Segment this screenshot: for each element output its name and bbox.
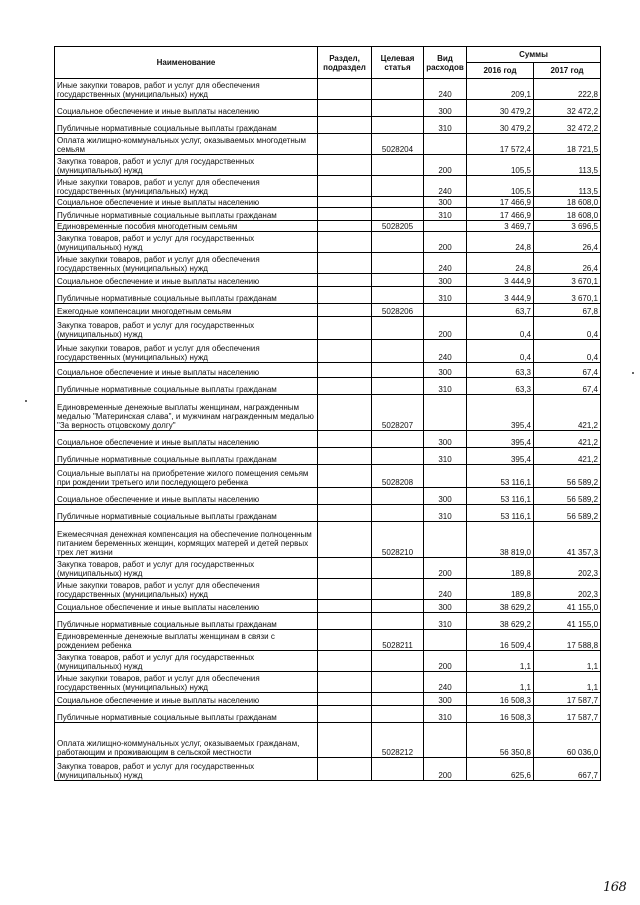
row-kind [424, 134, 467, 155]
row-name: Иные закупки товаров, работ и услуг для обеспечения государственных (муниципальных) нужд [55, 79, 318, 100]
row-sum-2017: 1,1 [534, 672, 601, 693]
row-section [318, 522, 372, 558]
row-sum-2017: 3 696,5 [534, 221, 601, 232]
row-section [318, 232, 372, 253]
row-section [318, 723, 372, 758]
row-target [372, 176, 424, 197]
row-kind: 300 [424, 100, 467, 117]
table-row [55, 363, 601, 378]
row-target [372, 758, 424, 781]
row-section [318, 79, 372, 100]
table-row [55, 706, 601, 723]
table-body [55, 79, 601, 781]
row-name: Публичные нормативные социальные выплаты гражданам [55, 706, 318, 723]
row-target: 5028205 [372, 221, 424, 232]
row-sum-2016: 16 508,3 [467, 706, 534, 723]
table-row [55, 522, 601, 558]
row-sum-2017: 421,2 [534, 395, 601, 431]
row-sum-2016: 38 629,2 [467, 613, 534, 630]
row-kind: 300 [424, 600, 467, 613]
row-name: Иные закупки товаров, работ и услуг для обеспечения государственных (муниципальных) нужд [55, 176, 318, 197]
row-name: Социальное обеспечение и иные выплаты населению [55, 100, 318, 117]
row-kind: 300 [424, 488, 467, 505]
row-name: Публичные нормативные социальные выплаты гражданам [55, 448, 318, 465]
row-name: Закупка товаров, работ и услуг для государственных (муниципальных) нужд [55, 651, 318, 672]
row-sum-2017: 421,2 [534, 448, 601, 465]
row-name: Социальное обеспечение и иные выплаты населению [55, 431, 318, 448]
table-header [55, 47, 601, 79]
row-target [372, 505, 424, 522]
row-sum-2016: 3 444,9 [467, 274, 534, 287]
row-section [318, 340, 372, 363]
row-target [372, 579, 424, 600]
row-name: Социальные выплаты на приобретение жилого помещения семьям при рождении третьего или последующего ребенка [55, 465, 318, 488]
row-sum-2017: 56 589,2 [534, 465, 601, 488]
row-kind: 310 [424, 117, 467, 134]
row-sum-2016: 395,4 [467, 431, 534, 448]
row-section [318, 651, 372, 672]
row-target [372, 431, 424, 448]
header-kind: Вид расходов [424, 47, 467, 79]
row-sum-2016: 17 466,9 [467, 208, 534, 221]
row-target [372, 693, 424, 706]
row-target [372, 600, 424, 613]
row-sum-2017: 56 589,2 [534, 488, 601, 505]
row-kind [424, 630, 467, 651]
row-sum-2017: 202,3 [534, 579, 601, 600]
row-target: 5028204 [372, 134, 424, 155]
row-section [318, 363, 372, 378]
row-kind: 200 [424, 317, 467, 340]
row-section [318, 505, 372, 522]
row-section [318, 100, 372, 117]
row-section [318, 304, 372, 317]
table-row [55, 613, 601, 630]
row-kind [424, 522, 467, 558]
row-kind [424, 304, 467, 317]
row-sum-2017: 32 472,2 [534, 100, 601, 117]
row-sum-2017: 3 670,1 [534, 274, 601, 287]
row-section [318, 208, 372, 221]
row-kind: 300 [424, 274, 467, 287]
row-name: Ежегодные компенсации многодетным семьям [55, 304, 318, 317]
row-name: Закупка товаров, работ и услуг для государственных (муниципальных) нужд [55, 155, 318, 176]
row-target: 5028212 [372, 723, 424, 758]
row-name: Ежемесячная денежная компенсация на обеспечение полноценным питанием беременных женщин, кормящих матерей и детей первых трех лет жизни [55, 522, 318, 558]
row-section [318, 630, 372, 651]
row-name: Социальное обеспечение и иные выплаты населению [55, 197, 318, 208]
row-name: Социальное обеспечение и иные выплаты населению [55, 693, 318, 706]
row-name: Единовременные денежные выплаты женщинам, награжденным медалью "Материнская слава", и мужчинам награжденным медалью "За верность отцовскому долгу" [55, 395, 318, 431]
row-sum-2016: 189,8 [467, 558, 534, 579]
row-section [318, 706, 372, 723]
table-row [55, 723, 601, 758]
row-sum-2017: 17 587,7 [534, 693, 601, 706]
row-kind [424, 723, 467, 758]
row-sum-2017: 17 587,7 [534, 706, 601, 723]
row-kind: 310 [424, 505, 467, 522]
row-sum-2017: 17 588,8 [534, 630, 601, 651]
row-section [318, 197, 372, 208]
row-section [318, 117, 372, 134]
row-sum-2016: 63,3 [467, 378, 534, 395]
row-section [318, 558, 372, 579]
row-name: Закупка товаров, работ и услуг для государственных (муниципальных) нужд [55, 758, 318, 781]
row-target [372, 651, 424, 672]
table-row [55, 208, 601, 221]
row-target: 5028206 [372, 304, 424, 317]
table-row [55, 79, 601, 100]
row-section [318, 155, 372, 176]
row-kind: 200 [424, 155, 467, 176]
row-kind: 310 [424, 613, 467, 630]
table-row [55, 117, 601, 134]
table-row [55, 672, 601, 693]
table-row [55, 197, 601, 208]
row-kind: 300 [424, 431, 467, 448]
row-name: Социальное обеспечение и иные выплаты населению [55, 274, 318, 287]
row-sum-2016: 56 350,8 [467, 723, 534, 758]
row-section [318, 253, 372, 274]
row-name: Публичные нормативные социальные выплаты гражданам [55, 613, 318, 630]
row-kind: 310 [424, 706, 467, 723]
row-sum-2016: 63,7 [467, 304, 534, 317]
row-kind: 200 [424, 758, 467, 781]
row-name: Иные закупки товаров, работ и услуг для обеспечения государственных (муниципальных) нужд [55, 579, 318, 600]
row-sum-2017: 18 721,5 [534, 134, 601, 155]
row-name: Оплата жилищно-коммунальных услуг, оказываемых гражданам, работающим и проживающим в сельской местности [55, 723, 318, 758]
row-name: Закупка товаров, работ и услуг для государственных (муниципальных) нужд [55, 317, 318, 340]
table-row [55, 134, 601, 155]
row-kind: 240 [424, 79, 467, 100]
table-row [55, 221, 601, 232]
row-sum-2016: 105,5 [467, 155, 534, 176]
row-section [318, 672, 372, 693]
table-row [55, 630, 601, 651]
table-row [55, 304, 601, 317]
row-kind: 200 [424, 558, 467, 579]
row-section [318, 431, 372, 448]
row-target [372, 558, 424, 579]
row-sum-2016: 53 116,1 [467, 488, 534, 505]
header-target: Целевая статья [372, 47, 424, 79]
row-target [372, 672, 424, 693]
row-target [372, 117, 424, 134]
table-row [55, 600, 601, 613]
row-sum-2017: 26,4 [534, 253, 601, 274]
row-name: Публичные нормативные социальные выплаты гражданам [55, 117, 318, 134]
table-row [55, 395, 601, 431]
row-kind: 200 [424, 232, 467, 253]
row-sum-2017: 421,2 [534, 431, 601, 448]
row-name: Иные закупки товаров, работ и услуг для обеспечения государственных (муниципальных) нужд [55, 253, 318, 274]
row-sum-2016: 38 629,2 [467, 600, 534, 613]
row-sum-2016: 38 819,0 [467, 522, 534, 558]
scan-speck [632, 372, 634, 374]
row-sum-2016: 17 572,4 [467, 134, 534, 155]
row-section [318, 758, 372, 781]
table-row [55, 558, 601, 579]
row-target [372, 253, 424, 274]
row-kind [424, 221, 467, 232]
row-target [372, 155, 424, 176]
row-sum-2017: 113,5 [534, 176, 601, 197]
row-kind [424, 395, 467, 431]
table-row [55, 287, 601, 304]
header-year-2017: 2017 год [534, 63, 601, 79]
row-kind: 310 [424, 208, 467, 221]
table-row [55, 274, 601, 287]
row-target [372, 79, 424, 100]
row-name: Иные закупки товаров, работ и услуг для обеспечения государственных (муниципальных) нужд [55, 340, 318, 363]
row-section [318, 613, 372, 630]
row-name: Социальное обеспечение и иные выплаты населению [55, 363, 318, 378]
row-sum-2017: 222,8 [534, 79, 601, 100]
row-sum-2016: 0,4 [467, 340, 534, 363]
row-section [318, 465, 372, 488]
row-name: Закупка товаров, работ и услуг для государственных (муниципальных) нужд [55, 232, 318, 253]
row-sum-2016: 53 116,1 [467, 465, 534, 488]
row-sum-2017: 3 670,1 [534, 287, 601, 304]
row-target [372, 613, 424, 630]
row-sum-2017: 32 472,2 [534, 117, 601, 134]
row-sum-2017: 667,7 [534, 758, 601, 781]
row-target [372, 197, 424, 208]
row-target [372, 340, 424, 363]
row-section [318, 287, 372, 304]
table-row [55, 100, 601, 117]
row-section [318, 395, 372, 431]
row-section [318, 378, 372, 395]
row-sum-2016: 3 444,9 [467, 287, 534, 304]
row-section [318, 221, 372, 232]
row-kind: 240 [424, 340, 467, 363]
row-target [372, 317, 424, 340]
row-sum-2016: 105,5 [467, 176, 534, 197]
row-sum-2017: 41 155,0 [534, 613, 601, 630]
row-sum-2017: 1,1 [534, 651, 601, 672]
row-name: Социальное обеспечение и иные выплаты населению [55, 488, 318, 505]
table-row [55, 232, 601, 253]
row-sum-2016: 16 508,3 [467, 693, 534, 706]
row-section [318, 448, 372, 465]
row-kind: 310 [424, 378, 467, 395]
row-target [372, 208, 424, 221]
row-target [372, 706, 424, 723]
table-row [55, 505, 601, 522]
row-sum-2016: 63,3 [467, 363, 534, 378]
row-target: 5028207 [372, 395, 424, 431]
table-row [55, 340, 601, 363]
scan-speck [25, 400, 27, 402]
row-name: Единовременные пособия многодетным семьям [55, 221, 318, 232]
table-row [55, 488, 601, 505]
row-name: Публичные нормативные социальные выплаты гражданам [55, 208, 318, 221]
row-sum-2016: 16 509,4 [467, 630, 534, 651]
row-sum-2017: 41 357,3 [534, 522, 601, 558]
row-kind [424, 465, 467, 488]
row-name: Публичные нормативные социальные выплаты гражданам [55, 287, 318, 304]
row-sum-2017: 26,4 [534, 232, 601, 253]
page-number: 168 [603, 880, 627, 895]
table-row [55, 253, 601, 274]
row-name: Публичные нормативные социальные выплаты гражданам [55, 505, 318, 522]
row-target [372, 100, 424, 117]
row-target [372, 363, 424, 378]
row-target [372, 448, 424, 465]
row-sum-2016: 1,1 [467, 672, 534, 693]
row-sum-2016: 0,4 [467, 317, 534, 340]
row-target: 5028211 [372, 630, 424, 651]
row-sum-2016: 17 466,9 [467, 197, 534, 208]
table-row [55, 378, 601, 395]
row-sum-2016: 30 479,2 [467, 117, 534, 134]
row-sum-2017: 18 608,0 [534, 197, 601, 208]
table-row [55, 448, 601, 465]
row-name: Оплата жилищно-коммунальных услуг, оказываемых многодетным семьям [55, 134, 318, 155]
row-name: Публичные нормативные социальные выплаты гражданам [55, 378, 318, 395]
header-name: Наименование [55, 47, 318, 79]
row-sum-2017: 0,4 [534, 317, 601, 340]
row-name: Закупка товаров, работ и услуг для государственных (муниципальных) нужд [55, 558, 318, 579]
row-sum-2016: 24,8 [467, 253, 534, 274]
row-sum-2016: 395,4 [467, 395, 534, 431]
table-row [55, 651, 601, 672]
row-sum-2017: 41 155,0 [534, 600, 601, 613]
table-row [55, 465, 601, 488]
row-kind: 240 [424, 672, 467, 693]
row-kind: 300 [424, 197, 467, 208]
row-sum-2017: 18 608,0 [534, 208, 601, 221]
row-target [372, 274, 424, 287]
row-kind: 200 [424, 651, 467, 672]
header-year-2016: 2016 год [467, 63, 534, 79]
row-kind: 300 [424, 693, 467, 706]
table-row [55, 579, 601, 600]
row-name: Единовременные денежные выплаты женщинам в связи с рождением ребенка [55, 630, 318, 651]
row-kind: 240 [424, 253, 467, 274]
row-section [318, 317, 372, 340]
row-sum-2016: 1,1 [467, 651, 534, 672]
row-sum-2016: 3 469,7 [467, 221, 534, 232]
row-name: Иные закупки товаров, работ и услуг для обеспечения государственных (муниципальных) нужд [55, 672, 318, 693]
header-section: Раздел, подраздел [318, 47, 372, 79]
row-target: 5028210 [372, 522, 424, 558]
row-kind: 300 [424, 363, 467, 378]
row-target [372, 488, 424, 505]
row-kind: 240 [424, 579, 467, 600]
row-sum-2016: 625,6 [467, 758, 534, 781]
row-sum-2016: 24,8 [467, 232, 534, 253]
row-target: 5028208 [372, 465, 424, 488]
row-target [372, 232, 424, 253]
table-row [55, 155, 601, 176]
table-row [55, 317, 601, 340]
row-sum-2016: 395,4 [467, 448, 534, 465]
row-target [372, 378, 424, 395]
row-sum-2016: 209,1 [467, 79, 534, 100]
row-sum-2017: 67,4 [534, 378, 601, 395]
row-section [318, 600, 372, 613]
row-kind: 240 [424, 176, 467, 197]
row-sum-2017: 60 036,0 [534, 723, 601, 758]
row-target [372, 287, 424, 304]
row-sum-2016: 30 479,2 [467, 100, 534, 117]
row-section [318, 579, 372, 600]
row-section [318, 176, 372, 197]
row-sum-2017: 0,4 [534, 340, 601, 363]
row-kind: 310 [424, 448, 467, 465]
table-row [55, 693, 601, 706]
row-sum-2017: 202,3 [534, 558, 601, 579]
table-row [55, 758, 601, 781]
budget-table [54, 46, 601, 781]
row-sum-2017: 67,8 [534, 304, 601, 317]
row-section [318, 134, 372, 155]
table-row [55, 431, 601, 448]
header-sums: Суммы [467, 47, 601, 63]
row-sum-2017: 67,4 [534, 363, 601, 378]
row-sum-2016: 53 116,1 [467, 505, 534, 522]
row-section [318, 488, 372, 505]
row-section [318, 693, 372, 706]
row-name: Социальное обеспечение и иные выплаты населению [55, 600, 318, 613]
table-row [55, 176, 601, 197]
row-sum-2016: 189,8 [467, 579, 534, 600]
row-section [318, 274, 372, 287]
row-sum-2017: 113,5 [534, 155, 601, 176]
row-kind: 310 [424, 287, 467, 304]
row-sum-2017: 56 589,2 [534, 505, 601, 522]
